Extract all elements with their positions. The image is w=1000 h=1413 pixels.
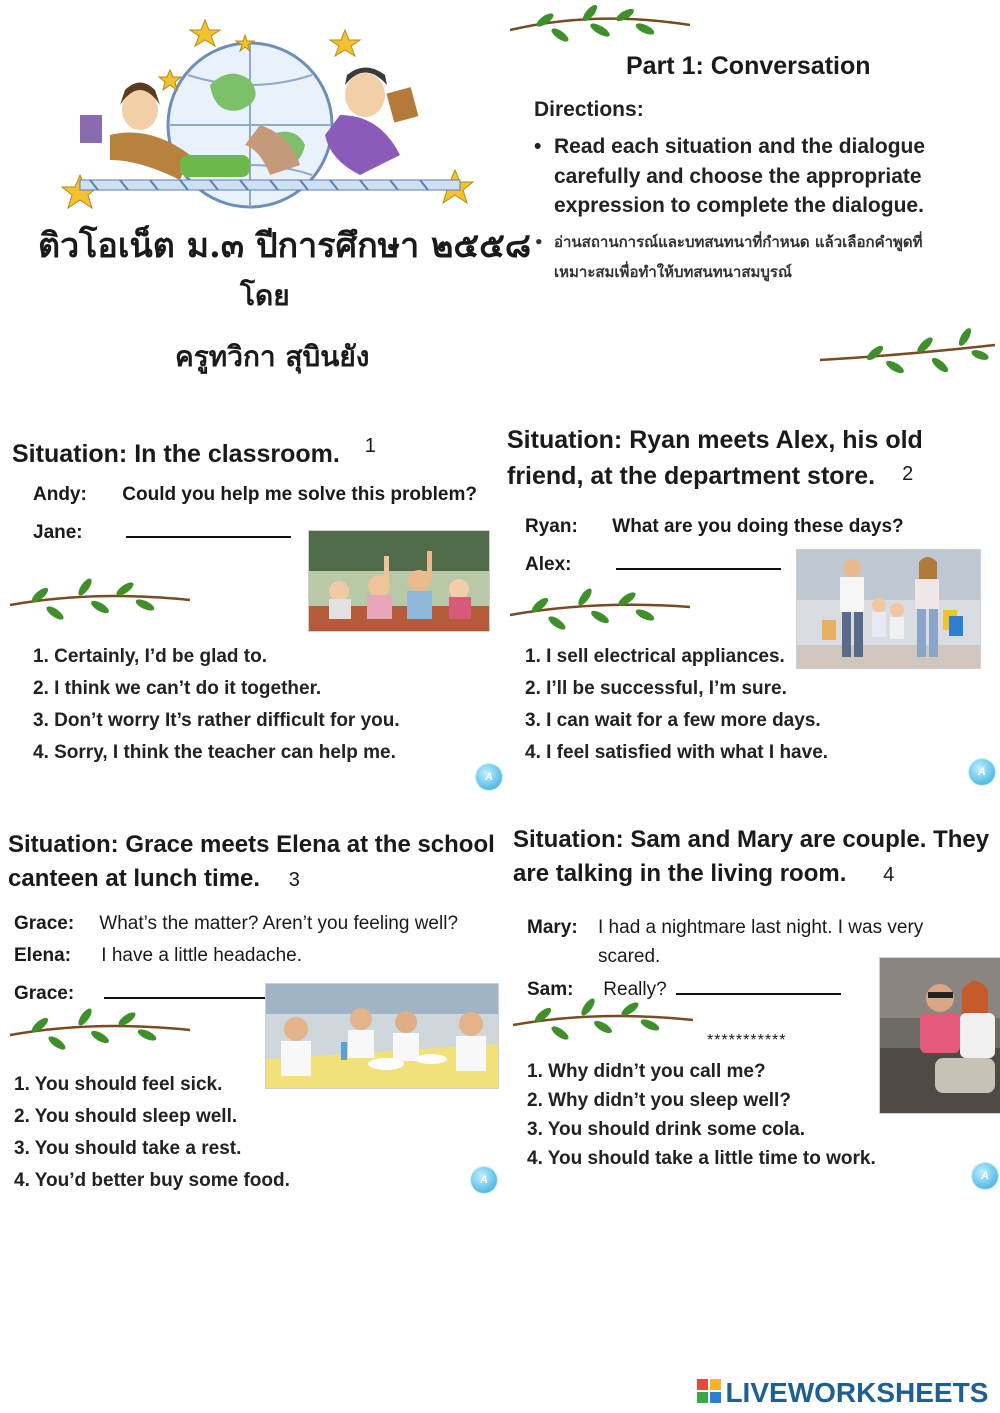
option[interactable]: 2. I’ll be successful, I’m sure. [525, 678, 787, 699]
line-mary: I had a nightmare last night. I was very [598, 917, 924, 938]
situation-3-title-line1: Situation: Grace meets Elena at the school [8, 831, 495, 858]
option[interactable]: 3. Don’t worry It’s rather difficult for you. [33, 710, 400, 731]
option[interactable]: 1. You should feel sick. [14, 1074, 223, 1095]
situation-4-title-line1: Situation: Sam and Mary are couple. They [513, 826, 990, 853]
audio-badge-1[interactable]: A [476, 764, 502, 790]
liveworksheets-brand: LIVEWORKSHEETS [725, 1377, 989, 1408]
situation-2-title-line1: Situation: Ryan meets Alex, his old [507, 426, 923, 454]
option[interactable]: 2. I think we can’t do it together. [33, 678, 322, 699]
option[interactable]: 4. You should take a little time to work. [527, 1148, 876, 1169]
situation-1-number: 1 [364, 435, 376, 457]
vine-situation-2 [505, 585, 695, 640]
option[interactable]: 1. I sell electrical appliances. [525, 646, 785, 667]
living-room-photo [879, 957, 1000, 1114]
answer-blank-4[interactable] [676, 973, 841, 995]
situation-2-dialogue-2 [525, 548, 781, 576]
liveworksheets-icon [697, 1379, 721, 1403]
option[interactable]: 1. Certainly, I’d be glad to. [33, 646, 268, 667]
canteen-photo [265, 983, 499, 1089]
option[interactable]: 2. You should sleep well. [14, 1106, 238, 1127]
direction-english [534, 132, 944, 221]
speaker-elena: Elena: [14, 945, 72, 966]
situation-1-title [12, 436, 376, 474]
situation-2-title-line2: friend, at the department store. [507, 462, 876, 490]
situation-2-options [525, 641, 828, 769]
situation-3-dialogue-1 [14, 913, 458, 935]
thai-by: โดย [240, 279, 290, 312]
speaker-alex: Alex: [525, 554, 572, 575]
answer-blank-2[interactable] [616, 548, 781, 570]
option[interactable]: 3. You should take a rest. [14, 1138, 242, 1159]
situation-3-title-line2: canteen at lunch time. [8, 865, 261, 892]
option[interactable]: 2. Why didn’t you sleep well? [527, 1090, 791, 1111]
speaker-jane: Jane: [33, 522, 83, 543]
directions-list [534, 132, 944, 287]
option[interactable]: 4. I feel satisfied with what I have. [525, 742, 829, 763]
situation-3-dialogue-3 [14, 977, 269, 1005]
situation-1-dialogue-1 [33, 484, 477, 506]
line-ryan: What are you doing these days? [612, 516, 904, 537]
situation-2-title [507, 422, 987, 496]
speaker-grace-2: Grace: [14, 983, 75, 1004]
audio-badge-4[interactable]: A [972, 1163, 998, 1189]
answer-blank-3[interactable] [104, 977, 269, 999]
option[interactable]: 3. You should drink some cola. [527, 1119, 806, 1140]
situation-2-number: 2 [902, 463, 914, 485]
thai-title: ติวโอเน็ต ม.๓ ปีการศึกษา ๒๕๕๘ [38, 226, 532, 266]
option[interactable]: 3. I can wait for a few more days. [525, 710, 821, 731]
vine-situation-3 [5, 1005, 195, 1060]
classroom-photo [308, 530, 490, 632]
separator-stars: *********** [707, 1032, 787, 1049]
line-grace: What’s the matter? Aren’t you feeling well? [99, 913, 459, 934]
situation-4-number: 4 [883, 864, 895, 886]
answer-blank-1[interactable] [126, 516, 291, 538]
speaker-ryan: Ryan: [525, 516, 578, 537]
line-mary-2: scared. [598, 946, 661, 967]
speaker-mary: Mary: [527, 917, 578, 938]
situation-2-dialogue-1 [525, 516, 904, 538]
situation-3-number: 3 [288, 869, 300, 891]
situation-3-title [8, 828, 503, 897]
speaker-andy: Andy: [33, 484, 87, 505]
line-andy: Could you help me solve this problem? [122, 484, 477, 505]
audio-badge-2[interactable]: A [969, 759, 995, 785]
direction-thai-text: อ่านสถานการณ์และบทสนทนาที่กำหนด แล้วเลือกคำพูดที่เหมาะสมเพื่อทำให้บทสนทนาสมบูรณ์ [554, 232, 923, 281]
option[interactable]: 4. Sorry, I think the teacher can help me. [33, 742, 396, 763]
vine-situation-1 [5, 575, 195, 630]
situation-3-dialogue-2 [14, 945, 302, 967]
direction-english-text: Read each situation and the dialogue carefully and choose the appropriate expression to complete the dialogue. [554, 135, 926, 217]
teacher-name: ครูทวิกา สุบินยัง [175, 340, 370, 373]
option[interactable]: 1. Why didn’t you call me? [527, 1061, 766, 1082]
situation-3-options [14, 1069, 290, 1197]
situation-4-title [513, 823, 1000, 892]
liveworksheets-logo[interactable] [697, 1377, 988, 1411]
situation-4-options [527, 1057, 876, 1173]
speaker-sam: Sam: [527, 979, 574, 1000]
speaker-grace: Grace: [14, 913, 75, 934]
situation-4-title-line2: are talking in the living room. [513, 860, 847, 887]
vine-top-right [505, 5, 695, 55]
part1-heading: Part 1: Conversation [626, 52, 871, 80]
cover-illustration [60, 15, 480, 230]
direction-thai [534, 227, 944, 287]
line-elena: I have a little headache. [101, 945, 302, 966]
directions-label: Directions: [534, 98, 644, 121]
situation-4-title-line2-wrap [513, 857, 1000, 892]
situation-2-title-line2-wrap [507, 458, 987, 496]
line-sam: Really? [603, 979, 667, 1000]
vine-situation-4 [508, 995, 698, 1050]
situation-1-options [33, 641, 400, 769]
vine-right-middle [815, 325, 1000, 380]
situation-1-title-text: Situation: In the classroom. [12, 440, 340, 468]
situation-1-dialogue-2 [33, 516, 291, 544]
option[interactable]: 4. You’d better buy some food. [14, 1170, 290, 1191]
audio-badge-3[interactable]: A [471, 1167, 497, 1193]
situation-3-title-line2-wrap [8, 862, 503, 897]
